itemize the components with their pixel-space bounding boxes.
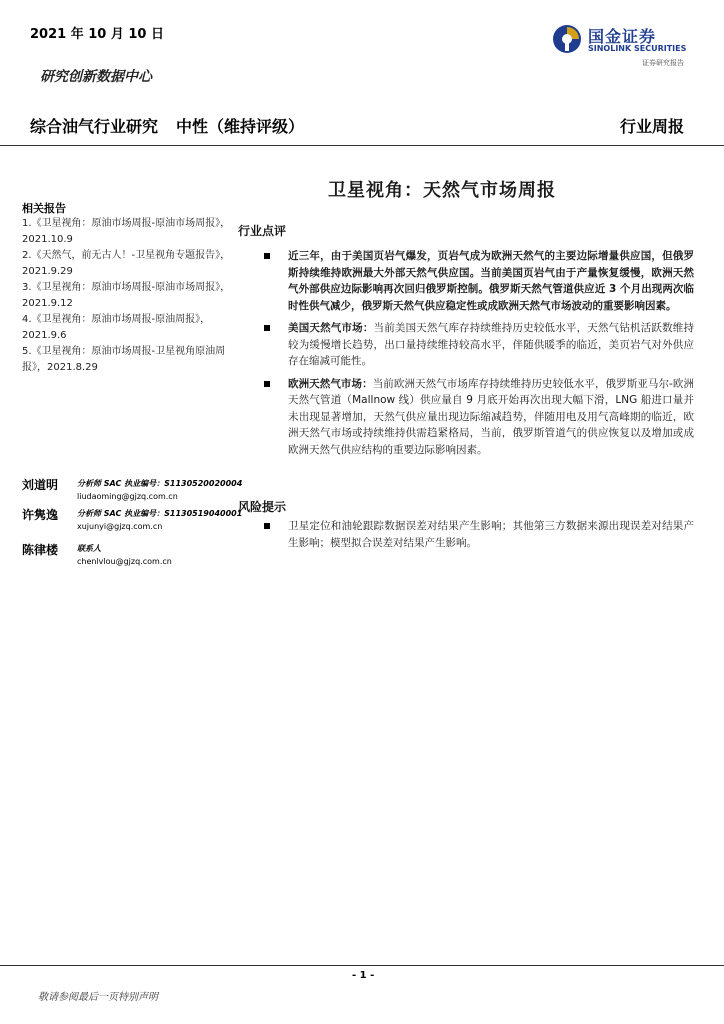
comment-bullet-1 <box>262 248 694 314</box>
footer-divider <box>0 965 724 966</box>
logo-en-text: SINOLINK SECURITIES <box>588 44 687 53</box>
bullet-square-icon <box>264 523 270 529</box>
main-title: 卫星视角：天然气市场周报 <box>328 180 556 201</box>
risk-bullets <box>262 518 694 557</box>
industry-comment-heading: 行业点评 <box>238 224 287 238</box>
rating: 中性（维持评级） <box>176 117 305 136</box>
analyst-detail <box>77 507 242 533</box>
comment-bullet-1-text: 近三年，由于美国页岩气爆发，页岩气成为欧洲天然气的主要边际增量供应国，但俄罗斯持续维持欧洲最大外部天然气供应国。当前美国页岩气由于产量恢复缓慢，欧洲天然气外部供应边际影响再次回归俄罗斯控制。俄罗斯天然气管道供应近 3 个月出现两次临时性供气减少，俄罗斯天然气供应稳定性或成欧洲天然气市场波动的重要影响因素。 <box>288 250 694 312</box>
risk-bullet <box>262 518 694 551</box>
bullet-square-icon <box>264 381 270 387</box>
risk-bullet-text: 卫星定位和油轮跟踪数据误差对结果产生影响；其他第三方数据来源出现误差对结果产生影响；模型拟合误差对结果产生影响。 <box>288 520 694 549</box>
comment-bullet-3-text: 当前欧洲天然气市场库存持续维持历史较低水平，俄罗斯亚马尔-欧洲天然气管道（Mallnow 线）供应量自 9 月底开始再次出现大幅下滑，LNG 船进口量并未出现显著增加，天然气供应量出现边际缩减趋势，伴随用电及用气高峰期的临近，欧洲天然气市场或持续维持供需趋紧格局，当前，俄罗斯管道气的供应恢复以及增加或成欧洲天然气供应结构的重要边际影响因素。 <box>288 377 695 456</box>
analyst-name: 许隽逸 <box>22 508 59 522</box>
header-divider <box>0 145 724 146</box>
related-report-item[interactable]: 2.《天然气，前无古人！-卫星视角专题报告》，2021.9.29 <box>22 250 231 277</box>
report-tag: 证券研究报告 <box>642 59 684 67</box>
analyst-detail <box>77 477 242 503</box>
comment-bullet-3 <box>262 376 694 459</box>
related-report-item[interactable]: 4.《卫星视角：原油市场周报-原油周报》，2021.9.6 <box>22 314 211 341</box>
industry-title: 综合油气行业研究 <box>30 117 159 136</box>
related-report-item[interactable]: 3.《卫星视角：原油市场周报-原油市场周报》，2021.9.12 <box>22 282 231 309</box>
logo-cn-text: 国金证券 <box>588 27 657 46</box>
report-date: 2021 年 10 月 10 日 <box>30 27 164 42</box>
report-type: 行业周报 <box>619 117 684 136</box>
related-report-item[interactable]: 1.《卫星视角：原油市场周报-原油市场周报》，2021.10.9 <box>22 218 231 245</box>
bullet-square-icon <box>264 325 270 331</box>
analyst-name: 刘道明 <box>22 478 59 492</box>
related-reports-heading: 相关报告 <box>22 202 66 215</box>
analyst-email[interactable]: chenlvlou@gjzq.com.cn <box>77 557 172 566</box>
bullet-square-icon <box>264 253 270 259</box>
comment-bullet-2 <box>262 320 694 370</box>
industry-comment-bullets <box>262 248 694 464</box>
comment-bullet-2-lead: 美国天然气市场： <box>288 322 374 334</box>
analyst-email[interactable]: xujunyi@gjzq.com.cn <box>77 522 163 531</box>
related-report-item[interactable]: 5.《卫星视角：原油市场周报-卫星视角原油周报》，2021.8.29 <box>22 346 226 373</box>
industry-title-line <box>30 114 304 137</box>
page-number: - 1 - <box>352 970 375 981</box>
analyst-email[interactable]: liudaoming@gjzq.com.cn <box>77 492 178 501</box>
disclaimer: 敬请参阅最后一页特别声明 <box>38 992 158 1003</box>
analyst-name: 陈律楼 <box>22 543 59 557</box>
comment-bullet-3-lead: 欧洲天然气市场： <box>288 377 373 390</box>
logo-mark-icon <box>552 24 582 54</box>
analyst-role: 分析师 SAC 执业编号：S1130520020004 <box>77 479 243 488</box>
risk-heading: 风险提示 <box>238 500 287 514</box>
comment-bullet-2-text: 当前美国天然气库存持续维持历史较低水平，天然气钻机活跃数维持较为缓慢增长趋势，出口量持续维持较高水平，伴随供暖季的临近，美页岩气对外供应存在缩减可能性。 <box>288 322 695 367</box>
research-center-name: 研究创新数据中心 <box>40 69 152 85</box>
analyst-role: 联系人 <box>77 544 101 553</box>
analyst-role: 分析师 SAC 执业编号：S1130519040001 <box>77 509 243 518</box>
related-reports-list <box>22 216 234 376</box>
analyst-detail <box>77 542 172 568</box>
